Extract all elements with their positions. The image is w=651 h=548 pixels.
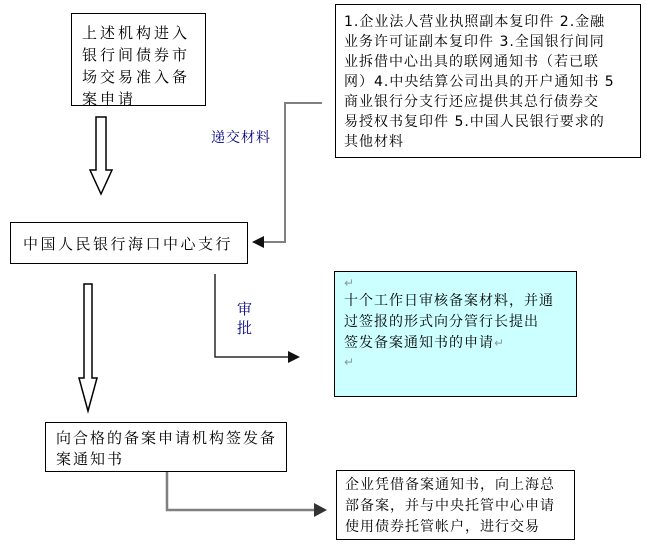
return-mark: ↵ <box>344 355 355 369</box>
box-apply-line: 场交易准入备 <box>82 68 191 86</box>
label-approval: 审批 <box>237 300 254 337</box>
box-review-line <box>344 333 574 354</box>
box-apply-line: 案申请 <box>82 90 137 108</box>
box-trade-process <box>336 470 575 540</box>
box-review-line: 过签报的形式向分管行长提出 <box>344 314 539 330</box>
box-apply-line: 银行间债券市 <box>82 46 191 64</box>
box-materials-line: 网）4.中央结算公司出具的开户通知书 5 <box>344 74 615 90</box>
box-trade-line: 企业凭借备案通知书，向上海总 <box>345 477 555 493</box>
box-materials-line: 其他材料 <box>344 134 404 150</box>
connector-issue-to-trade <box>167 472 315 510</box>
box-review-line-text: 签发备案通知书的申请 <box>344 335 494 351</box>
return-mark: ↵ <box>344 276 355 290</box>
box-apply-application <box>71 13 206 106</box>
box-issue-line: 向合格的备案申请机构签发备 <box>56 429 278 447</box>
box-materials-line: 业拆借中心出具的联网通知书（若已联 <box>344 54 599 70</box>
arrowhead-left-icon <box>252 236 264 248</box>
box-materials-line: 1.企业法人营业执照副本复印件 2.金融 <box>344 14 606 30</box>
box-review-process <box>334 271 577 397</box>
box-materials-line: 易授权书复印件 5.中国人民银行要求的 <box>344 114 605 130</box>
box-trade-line: 使用债券托管帐户，进行交易 <box>345 519 540 535</box>
down-arrow-icon <box>79 284 97 411</box>
arrowhead-right-icon <box>314 503 327 517</box>
return-mark: ↵ <box>494 336 505 350</box>
box-required-materials <box>335 4 641 158</box>
box-pboc-text: 中国人民银行海口中心支行 <box>23 234 234 253</box>
box-review-line: 十个工作日审核备案材料，并通 <box>344 293 554 309</box>
box-materials-line: 商业银行分支行还应提供其总行债券交 <box>344 94 599 110</box>
label-submit-materials: 递交材料 <box>211 130 271 146</box>
connector-materials-to-pboc <box>260 103 322 242</box>
down-arrow-icon <box>90 117 112 194</box>
box-materials-line: 业务许可证副本复印件 3.全国银行间同 <box>344 34 605 50</box>
box-issue-line: 案通知书 <box>56 450 125 468</box>
box-trade-line: 部备案，并与中央托管中心申请 <box>345 498 555 514</box>
box-issue-notice <box>45 422 287 472</box>
arrowhead-right-icon <box>288 351 300 363</box>
box-apply-line: 上述机构进入 <box>82 24 191 42</box>
box-pboc-haikou-branch <box>10 222 248 264</box>
